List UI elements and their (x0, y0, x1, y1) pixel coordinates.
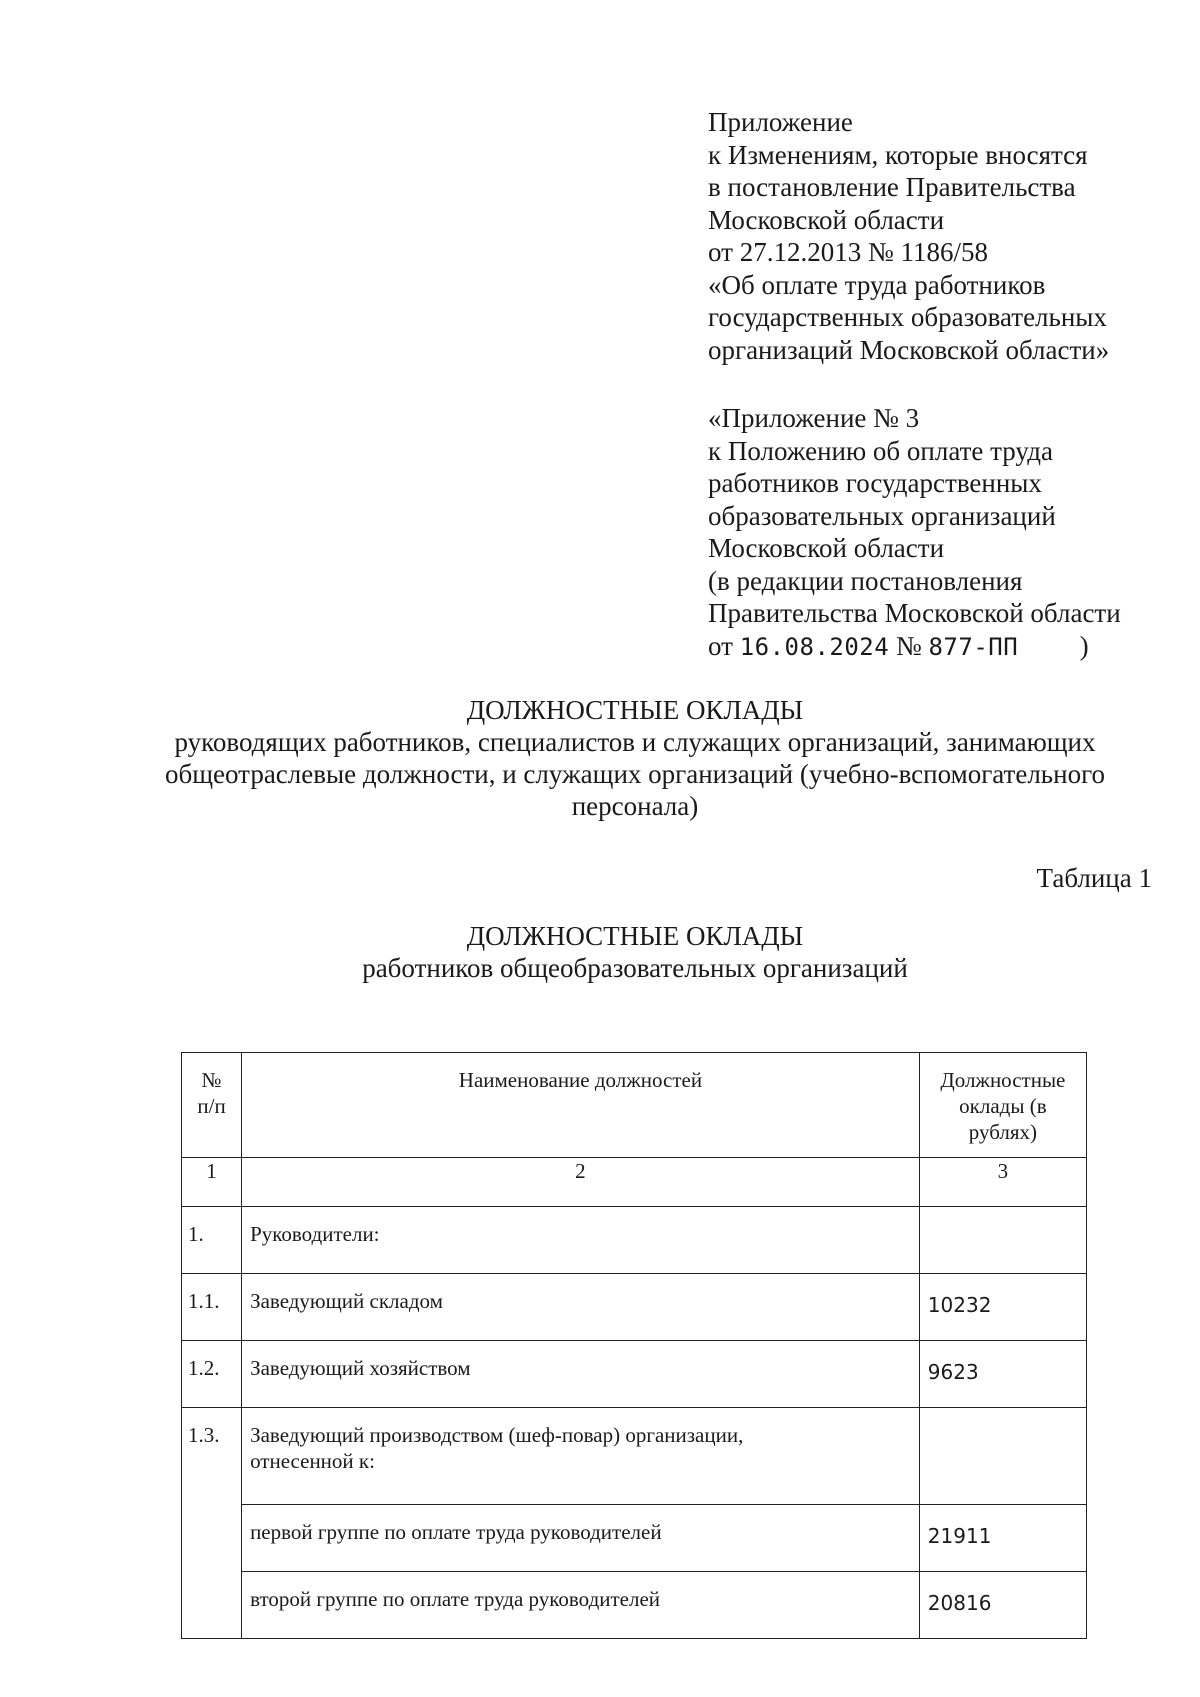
number-sign: № (895, 630, 922, 661)
header-num (182, 1053, 242, 1158)
row-salary (919, 1207, 1086, 1274)
row-num: 1.3. (182, 1408, 242, 1639)
salary-table (181, 1052, 1087, 1639)
row-name-line: Заведующий производством (шеф-повар) организации, (250, 1423, 744, 1447)
table-index-row (182, 1158, 1087, 1207)
appendix-line: в постановление Правительства (708, 172, 1076, 202)
resolution-date: 16.08.2024 (739, 632, 890, 661)
header-salary-line: рублях) (968, 1120, 1038, 1144)
table-heading-subtitle: работников общеобразовательных организаций (362, 953, 908, 983)
header-num-sign: № (201, 1068, 222, 1092)
appendix-sub-line: к Положению об оплате труда (708, 435, 1053, 466)
date-prefix: от (708, 630, 733, 661)
row-name: Заведующий хозяйством (242, 1341, 920, 1408)
row-num: 1.1. (182, 1274, 242, 1341)
closing-paren: ) (1079, 630, 1089, 661)
appendix-line: Московской области (708, 204, 945, 235)
appendix-sub-line: работников государственных (708, 468, 1042, 498)
table-row (182, 1341, 1087, 1408)
row-salary (919, 1408, 1086, 1505)
row-name (242, 1408, 920, 1505)
table-caption: Таблица 1 (1036, 863, 1152, 893)
appendix-sub-line: «Приложение № 3 (708, 403, 920, 433)
appendix-header (708, 106, 1178, 366)
resolution-number: 877-ПП (928, 632, 1019, 661)
row-name: второй группе по оплате труда руководителей (242, 1572, 920, 1639)
header-salary-line: Должностные (940, 1068, 1066, 1092)
appendix-sub-line: Московской области (708, 533, 945, 563)
appendix-line: к Изменениям, которые вносятся (708, 139, 1088, 170)
row-salary: 20816 (919, 1572, 1086, 1639)
header-name: Наименование должностей (242, 1053, 920, 1158)
header-salary (919, 1053, 1086, 1158)
main-heading-line: общеотраслевые должности, и служащих организаций (учебно-вспомогательного (165, 759, 1105, 789)
header-salary-line: оклады (в (959, 1094, 1047, 1118)
index-cell: 3 (919, 1158, 1086, 1207)
row-name: Заведующий складом (242, 1274, 920, 1341)
index-cell: 1 (182, 1158, 242, 1207)
appendix-sub-line: Правительства Московской области (708, 598, 1121, 628)
row-salary: 21911 (919, 1505, 1086, 1572)
table-row (182, 1207, 1087, 1274)
appendix-sub-header (708, 402, 1178, 663)
main-heading (100, 694, 1170, 822)
main-heading-title: ДОЛЖНОСТНЫЕ ОКЛАДЫ (466, 695, 804, 725)
main-heading-line: персонала) (571, 791, 699, 821)
appendix-line: «Об оплате труда работников (708, 269, 1046, 300)
main-heading-line: руководящих работников, специалистов и служащих организаций, занимающих (174, 727, 1096, 757)
index-cell: 2 (242, 1158, 920, 1207)
table-row (182, 1572, 1087, 1639)
appendix-line: организаций Московской области» (708, 334, 1110, 365)
table-header-row (182, 1053, 1087, 1158)
row-name-line: отнесенной к: (250, 1449, 375, 1473)
row-name: первой группе по оплате труда руководителей (242, 1505, 920, 1572)
appendix-line: от 27.12.2013 № 1186/58 (708, 237, 988, 267)
resolution-date-line (708, 630, 1178, 664)
table-heading-title: ДОЛЖНОСТНЫЕ ОКЛАДЫ (466, 921, 804, 951)
row-num: 1.2. (182, 1341, 242, 1408)
table-heading (100, 920, 1170, 984)
row-salary: 10232 (919, 1274, 1086, 1341)
appendix-line: Приложение (708, 107, 853, 137)
appendix-line: государственных образовательных (708, 302, 1107, 332)
row-num: 1. (182, 1207, 242, 1274)
table-row (182, 1505, 1087, 1572)
row-salary: 9623 (919, 1341, 1086, 1408)
appendix-sub-line: (в редакции постановления (708, 565, 1023, 596)
table-row (182, 1408, 1087, 1505)
header-num-pp: п/п (197, 1094, 226, 1118)
table-row (182, 1274, 1087, 1341)
appendix-sub-line: образовательных организаций (708, 500, 1056, 531)
row-name: Руководители: (242, 1207, 920, 1274)
